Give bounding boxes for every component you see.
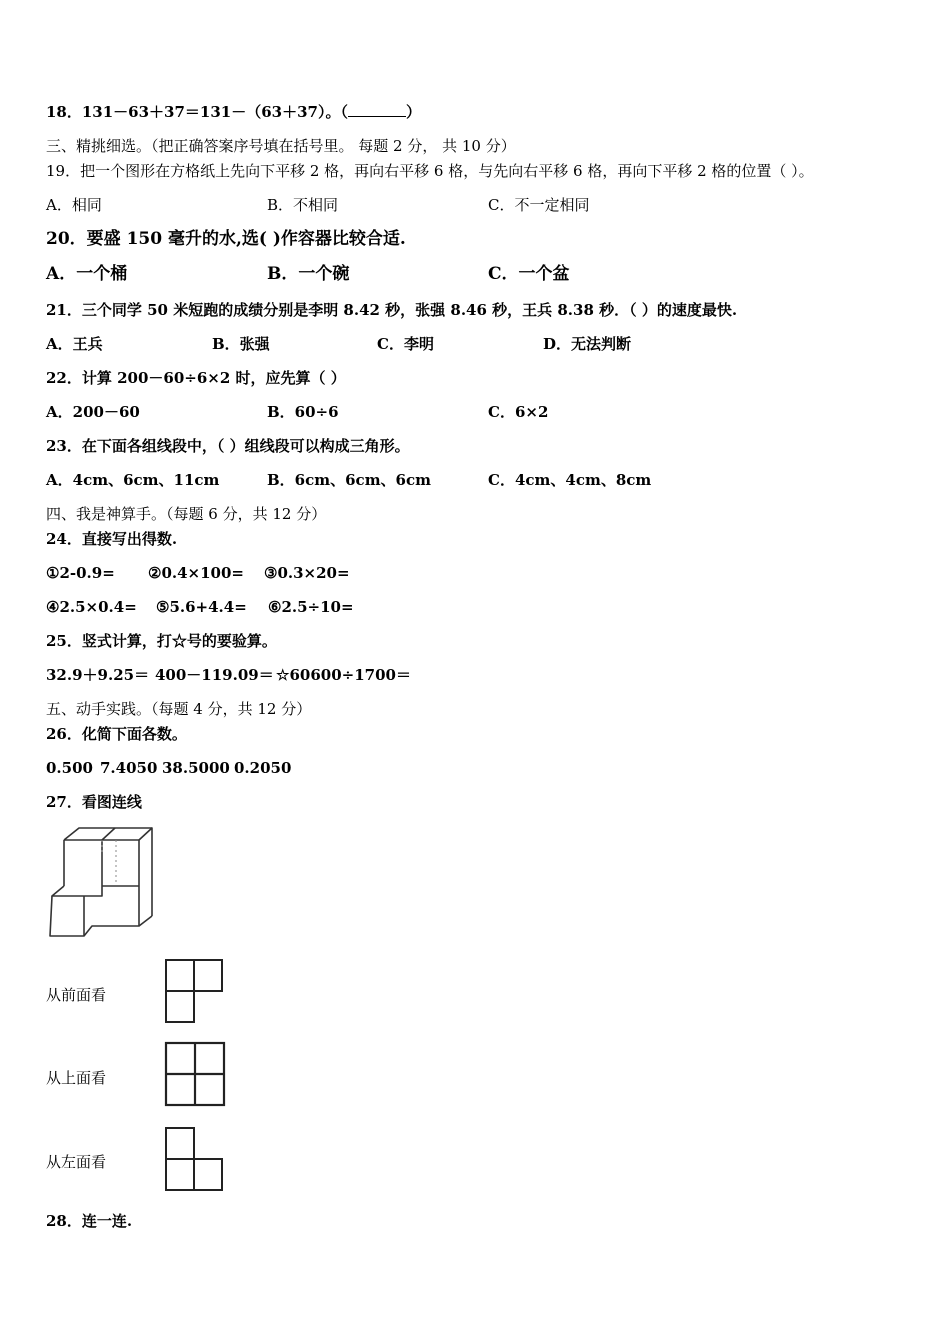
q23-option-c[interactable]: C．4cm、4cm、8cm xyxy=(488,471,652,489)
calc-item-6: ⑥2.5÷10= xyxy=(268,598,354,616)
top-view-figure[interactable] xyxy=(164,1041,226,1107)
simplify-item-3: 38.5000 xyxy=(162,759,230,777)
q23-option-a[interactable]: A．4cm、6cm、11cm xyxy=(46,471,220,489)
question-22: 22．计算 200－60÷6×2 时，应先算（ ） xyxy=(46,369,346,387)
question-20: 20．要盛 150 毫升的水,选( )作容器比较合适. xyxy=(46,229,406,249)
q20-option-c[interactable]: C．一个盆 xyxy=(488,264,570,284)
view-label-left: 从左面看 xyxy=(46,1153,107,1171)
left-view-figure[interactable] xyxy=(164,1126,224,1192)
q21-option-b[interactable]: B．张强 xyxy=(212,335,270,353)
question-28: 28．连一连. xyxy=(46,1212,133,1230)
answer-blank[interactable] xyxy=(348,102,406,117)
q20-option-b[interactable]: B．一个碗 xyxy=(267,264,350,284)
section-5-heading: 五、动手实践。（每题 4 分，共 12 分） xyxy=(46,700,312,718)
q19-option-a[interactable]: A．相同 xyxy=(46,196,102,214)
question-19: 19．把一个图形在方格纸上先向下平移 2 格，再向右平移 6 格，与先向右平移 6 格，再向下平移 2 格的位置（ ）。 xyxy=(46,162,814,180)
calc-item-2: ②0.4×100= xyxy=(148,564,244,582)
vertical-calc-3: ☆60600÷1700＝ xyxy=(276,666,411,684)
q21-option-c[interactable]: C．李明 xyxy=(377,335,434,353)
question-23: 23．在下面各组线段中，（ ）组线段可以构成三角形。 xyxy=(46,437,410,455)
q22-option-c[interactable]: C．6×2 xyxy=(488,403,549,421)
q19-option-b[interactable]: B．不相同 xyxy=(267,196,339,214)
vertical-calc-2: 400－119.09＝ xyxy=(155,666,274,684)
question-27: 27．看图连线 xyxy=(46,793,142,811)
q22-option-b[interactable]: B．60÷6 xyxy=(267,403,339,421)
q21-option-a[interactable]: A．王兵 xyxy=(46,335,103,353)
question-21: 21．三个同学 50 米短跑的成绩分别是李明 8.42 秒，张强 8.46 秒，王兵 8.38 秒．（ ）的速度最快. xyxy=(46,301,738,319)
question-18: 18．131－63＋37＝131－（63＋37）。（ ） xyxy=(46,103,422,121)
question-24: 24．直接写出得数. xyxy=(46,530,178,548)
q21-option-d[interactable]: D．无法判断 xyxy=(543,335,632,353)
q23-option-b[interactable]: B．6cm、6cm、6cm xyxy=(267,471,432,489)
q20-option-a[interactable]: A．一个桶 xyxy=(46,264,128,284)
view-label-front: 从前面看 xyxy=(46,986,107,1004)
section-4-heading: 四、我是神算手。（每题 6 分，共 12 分） xyxy=(46,505,327,523)
calc-item-4: ④2.5×0.4= xyxy=(46,598,137,616)
calc-item-1: ①2-0.9= xyxy=(46,564,115,582)
section-3-heading: 三、精挑细选。（把正确答案序号填在括号里。 每题 2 分， 共 10 分） xyxy=(46,137,516,155)
simplify-item-2: 7.4050 xyxy=(100,759,158,777)
simplify-item-4: 0.2050 xyxy=(234,759,292,777)
vertical-calc-1: 32.9＋9.25＝ xyxy=(46,666,150,684)
question-25: 25．竖式计算，打☆号的要验算。 xyxy=(46,632,277,650)
simplify-item-1: 0.500 xyxy=(46,759,93,777)
view-label-top: 从上面看 xyxy=(46,1069,107,1087)
cube-solid-figure xyxy=(44,824,159,942)
question-26: 26．化简下面各数。 xyxy=(46,725,187,743)
q22-option-a[interactable]: A．200－60 xyxy=(46,403,140,421)
calc-item-5: ⑤5.6+4.4= xyxy=(156,598,247,616)
front-view-figure[interactable] xyxy=(164,958,224,1024)
q19-option-c[interactable]: C．不一定相同 xyxy=(488,196,590,214)
calc-item-3: ③0.3×20= xyxy=(264,564,350,582)
